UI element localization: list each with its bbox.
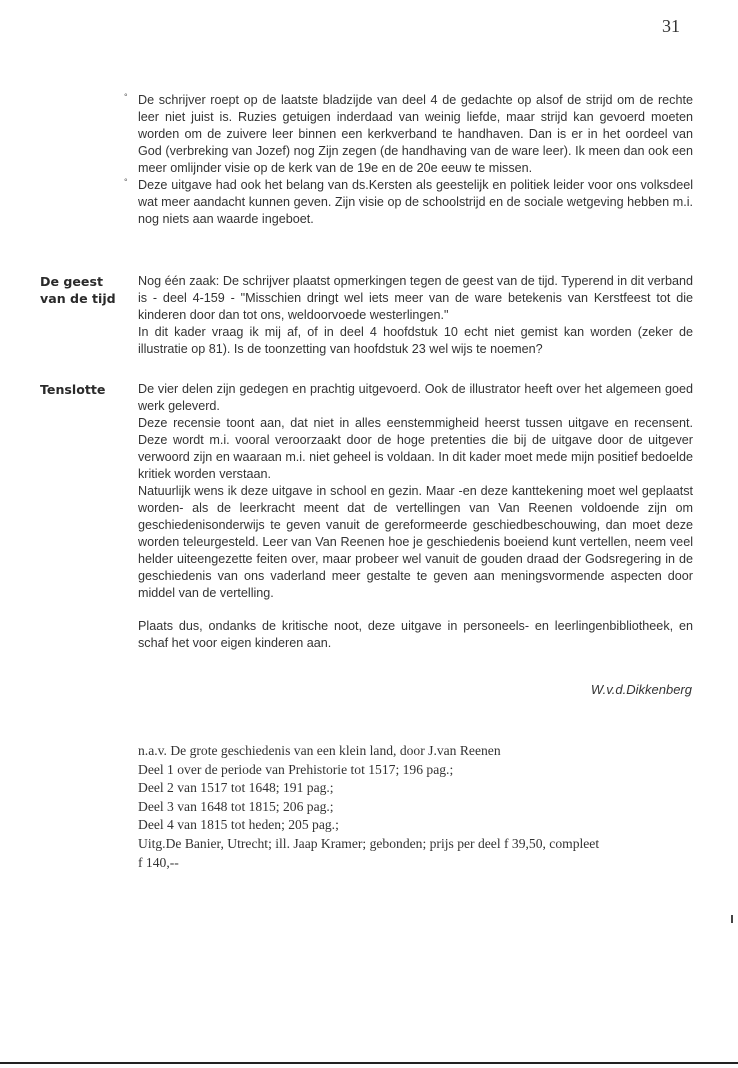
paragraph: In dit kader vraag ik mij af, of in deel 4 hoofdstuk 10 echt niet gemist kan worden (zeker de illustratie op 81). Is de toonzetting van hoofdstuk 23 wel wijs te noemen? xyxy=(138,325,693,356)
bottom-rule xyxy=(0,1062,738,1064)
note-text: Deze uitgave had ook het belang van ds.Kersten als geestelijk en politiek leider voor ons volksdeel wat meer aandacht kunnen geven. Zijn visie op de schoolstrijd en de sociale wetgeving hebben m.i. nog niets aan waarde ingeboet. xyxy=(138,178,693,226)
bibliography-line: Uitg.De Banier, Utrecht; ill. Jaap Kramer; gebonden; prijs per deel f 39,50, compleet xyxy=(138,835,600,851)
note-item xyxy=(124,92,693,177)
scan-edge-mark xyxy=(731,915,733,923)
section-body-tenslotte xyxy=(138,381,693,652)
note-item xyxy=(124,177,693,228)
notes-list xyxy=(124,92,693,228)
bibliography xyxy=(138,742,693,872)
page-number: 31 xyxy=(662,16,680,36)
bibliography-line: Deel 3 van 1648 tot 1815; 206 pag.; xyxy=(138,798,334,814)
bibliography-line: Deel 4 van 1815 tot heden; 205 pag.; xyxy=(138,817,339,833)
note-text: De schrijver roept op de laatste bladzijde van deel 4 de gedachte op alsof de strijd om de rechte leer niet juist is. Ruzies getuigen inderdaad van weinig liefde, maar strijd kan gevoerd moeten worden om de zuivere leer binnen een kerkverband te handhaven. Dan is er in het oordeel van God (verbreking van Jozef) nog Zijn zegen (de handhaving van de ware leer). Ik meen dan ook een meer omlijnder visie op de kerk van de 19e en de 20e eeuw te missen. xyxy=(138,93,693,175)
bibliography-line: Deel 2 van 1517 tot 1648; 191 pag.; xyxy=(138,780,334,796)
bibliography-line: f 140,-- xyxy=(138,854,179,870)
paragraph: Plaats dus, ondanks de kritische noot, deze uitgave in personeels- en leerlingenbibliotheek, en schaf het voor eigen kinderen aan. xyxy=(138,619,693,650)
paragraph: Deze recensie toont aan, dat niet in alles eenstemmigheid heerst tussen uitgave en recensent. Deze wordt m.i. vooral veroorzaakt door de hoge pretenties die bij de uitgave door de uitgever verwoord zijn en waaraan m.i. niet geheel is voldaan. In dit kader moet mede mijn positief bedoelde kritiek worden verstaan. xyxy=(138,416,693,481)
bullet-mark: ° xyxy=(124,92,128,102)
bibliography-line: Deel 1 over de periode van Prehistorie tot 1517; 196 pag.; xyxy=(138,761,454,777)
bullet-mark: ° xyxy=(124,177,128,187)
section-heading-geest: De geest van de tijd xyxy=(40,274,116,306)
section-body-geest xyxy=(138,273,693,358)
bibliography-line: n.a.v. De grote geschiedenis van een klein land, door J.van Reenen xyxy=(138,743,501,758)
paragraph: De vier delen zijn gedegen en prachtig uitgevoerd. Ook de illustrator heeft over het algemeen goed werk geleverd. xyxy=(138,382,693,413)
paragraph: Natuurlijk wens ik deze uitgave in school en gezin. Maar -en deze kanttekening moet wel geplaatst worden- als de leerkracht meent dat de vertellingen van Van Reenen voldoende zijn om geschiedenisonderwijs te geven vanuit de gereformeerde geschiedbeschouwing, dan moet deze worden teleurgesteld. Leer van Van Reenen hoe je geschiedenis boeiend kunt vertellen, neem veel helder uiteengezette feiten over, maar probeer wel vanuit de gouden draad der Godsregering in de geschiedenis van ons vaderland meer gestalte te geven aan meningsvormende aspecten door middel van de vertelling. xyxy=(138,484,693,600)
section-heading-tenslotte: Tenslotte xyxy=(40,382,106,397)
paragraph: Nog één zaak: De schrijver plaatst opmerkingen tegen de geest van de tijd. Typerend in dit verband is - deel 4-159 - "Misschien dringt wel iets meer van de ware betekenis van Kerstfeest tot die kinderen door dan tot ons, weldoorvoede westerlingen." xyxy=(138,274,693,322)
author-signature: W.v.d.Dikkenberg xyxy=(590,682,692,697)
